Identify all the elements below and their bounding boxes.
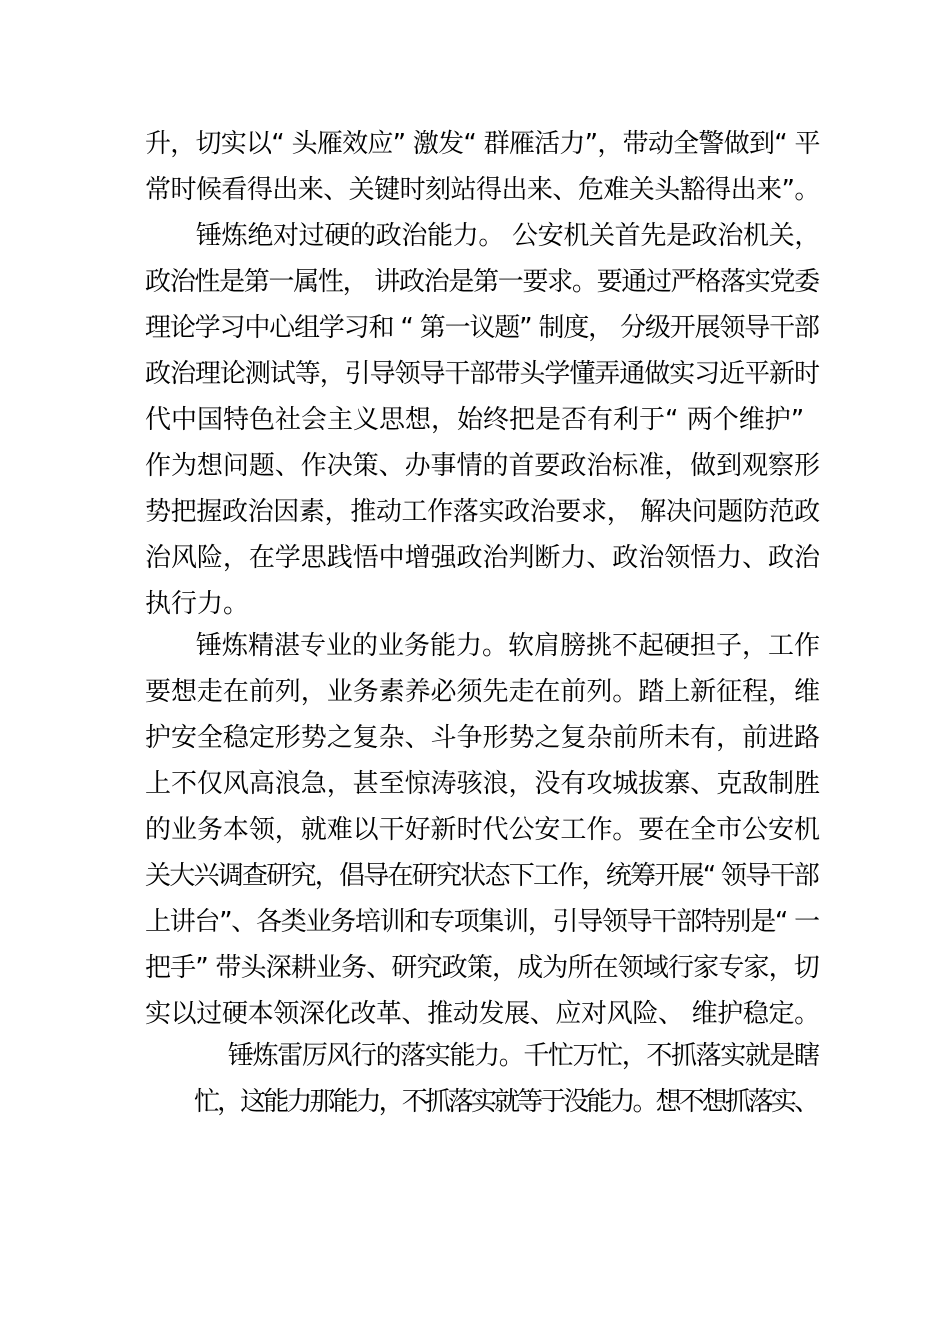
text-line: 升，切实以“ 头雁效应” 激发“ 群雁活力”，带动全警做到“ 平 (145, 129, 820, 159)
text-line: 作为想问题、作决策、办事情的首要政治标准，做到观察形 (145, 451, 820, 481)
paragraph-heading-political: 锤炼绝对过硬的政治能力。 公安机关首先是政治机关， (196, 221, 821, 251)
text-line: 护安全稳定形势之复杂、斗争形势之复杂前所未有，前进路 (145, 723, 820, 753)
text-line: 政治性是第一属性， 讲政治是第一要求。要通过严格落实党委 (145, 267, 819, 297)
text-line: 势把握政治因素，推动工作落实政治要求， 解决问题防范政 (145, 497, 820, 527)
text-line: 代中国特色社会主义思想，始终把是否有利于“ 两个维护” (145, 405, 805, 435)
text-line: 实以过硬本领深化改革、推动发展、应对风险、 维护稳定。 (145, 999, 820, 1029)
text-line: 常时候看得出来、关键时刻站得出来、危难关头豁得出来”。 (145, 175, 820, 205)
paragraph-heading-implementation: 锤炼雷厉风行的落实能力。千忙万忙，不抓落实就是瞎 (228, 1041, 819, 1071)
text-line: 治风险，在学思践悟中增强政治判断力、政治领悟力、政治 (145, 543, 820, 573)
text-line: 上不仅风高浪急，甚至惊涛骇浪，没有攻城拔寨、克敌制胜 (145, 769, 820, 799)
text-line: 关大兴调查研究，倡导在研究状态下工作，统筹开展“ 领导干部 (145, 861, 818, 891)
text-line: 执行力。 (145, 589, 250, 619)
text-line: 的业务本领，就难以干好新时代公安工作。要在全市公安机 (145, 815, 820, 845)
text-line: 政治理论测试等，引导领导干部带头学懂弄通做实习近平新时 (145, 359, 819, 389)
text-line: 要想走在前列，业务素养必须先走在前列。踏上新征程，维 (145, 677, 820, 707)
text-line: 上讲台”、各类业务培训和专项集训，引导领导干部特别是“ 一 (145, 907, 819, 937)
paragraph-heading-professional: 锤炼精湛专业的业务能力。软肩膀挑不起硬担子，工作 (196, 631, 821, 661)
text-line: 忙，这能力那能力，不抓落实就等于没能力。想不想抓落实、 (194, 1087, 818, 1117)
text-line: 理论学习中心组学习和 “ 第一议题” 制度， 分级开展领导干部 (145, 313, 819, 343)
text-line: 把手” 带头深耕业务、研究政策，成为所在领域行家专家，切 (145, 953, 819, 983)
